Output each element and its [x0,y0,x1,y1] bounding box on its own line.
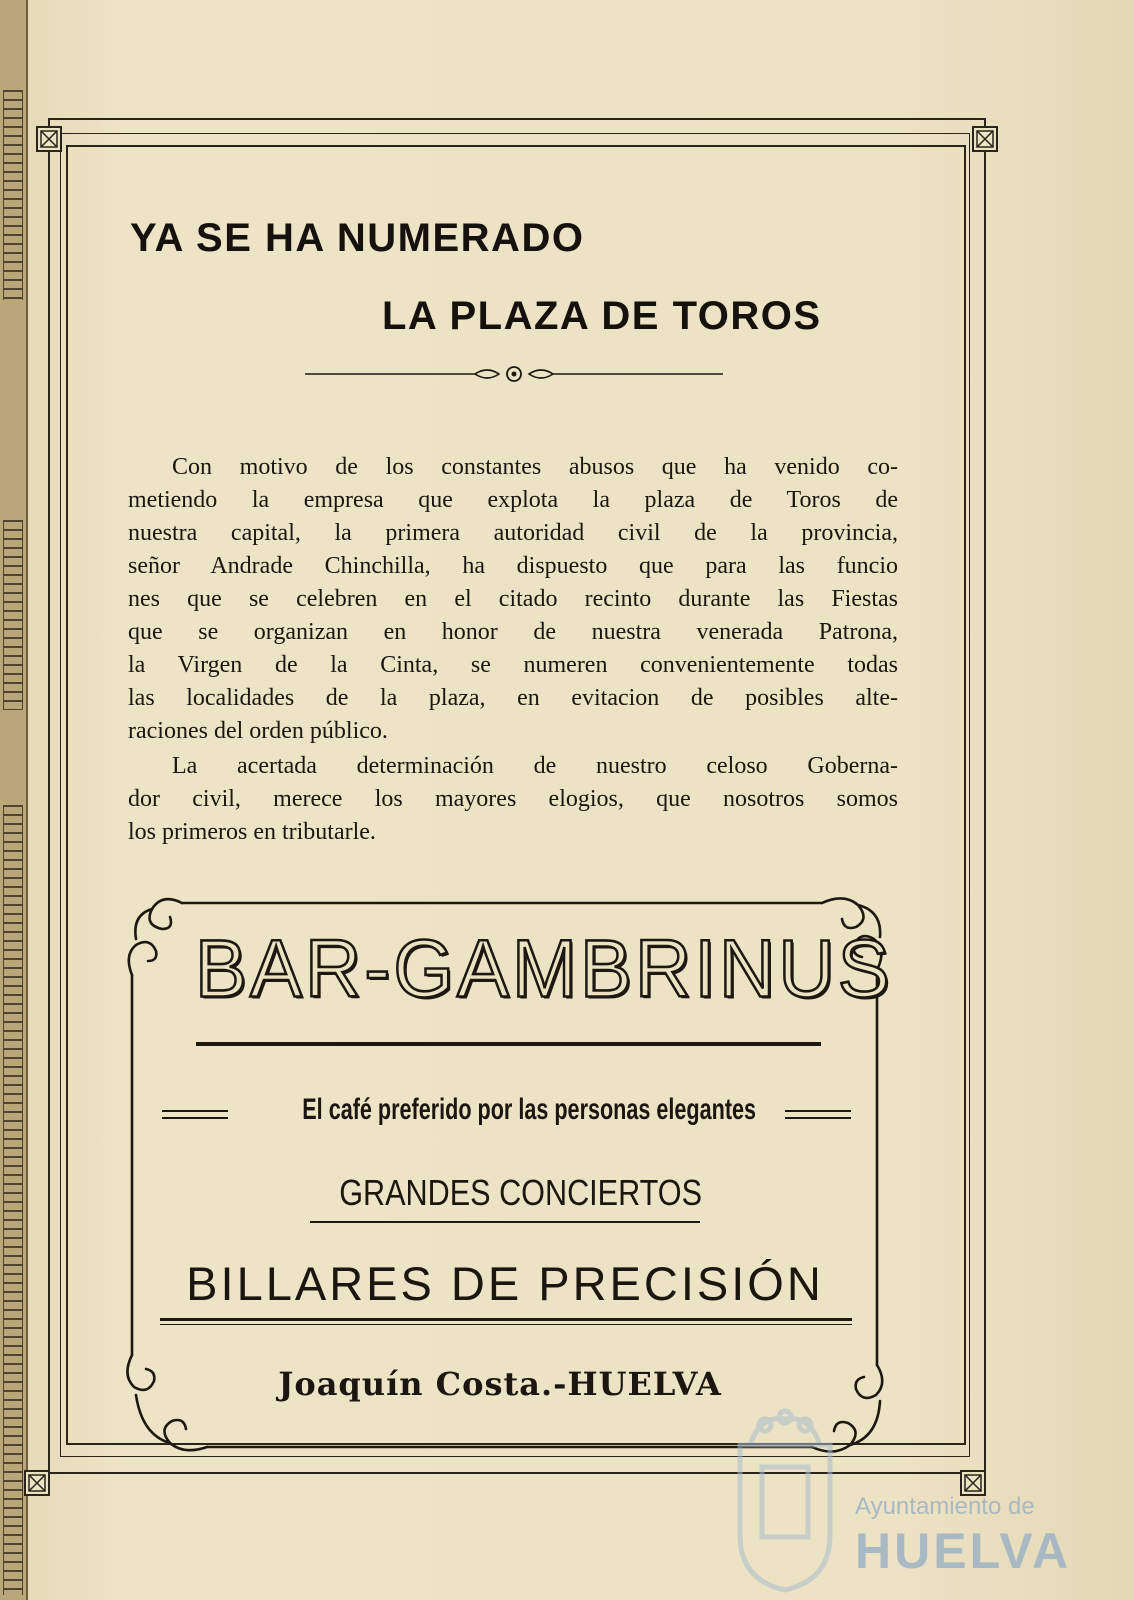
binding-ornament-bottom [3,805,23,1595]
article-line: señor Andrade Chinchilla, ha dispuesto que para las funcio [128,553,898,579]
slogan-rule-left [162,1117,228,1119]
article-line: La acertada determinación de nuestro celoso Goberna- [172,753,898,779]
title-rule [196,1042,821,1046]
slogan-rule-left [162,1110,228,1112]
article-line: la Virgen de la Cinta, se numeren convenientemente todas [128,652,898,678]
article-line: Con motivo de los constantes abusos que ha venido co- [172,454,898,480]
headline-line-1: YA SE HA NUMERADO [130,216,585,260]
billiards-rule [160,1318,852,1321]
concerts-rule [310,1221,700,1223]
advertisement-billiards: BILLARES DE PRECISIÓN [186,1257,824,1310]
corner-ornament-top-left [36,126,62,152]
article-line: raciones del orden público. [128,718,388,744]
article-line: los primeros en tributarle. [128,819,376,845]
corner-ornament-bottom-left [24,1470,50,1496]
advertisement-slogan: El café preferido por las personas elegantes [302,1093,757,1126]
watermark-line-1: Ayuntamiento de [855,1493,1035,1520]
article-line: metiendo la empresa que explota la plaza de Toros de [128,487,898,513]
headline-line-2: LA PLAZA DE TOROS [382,294,822,338]
binding-ornament-middle [3,520,23,710]
article-line: que se organizan en honor de nuestra venerada Patrona, [128,619,898,645]
slogan-rule-right [785,1110,851,1112]
advertisement-title: BAR-GAMBRINUS [195,921,893,1015]
article-line: nes que se celebren en el citado recinto durante las Fiestas [128,586,898,612]
article-line: nuestra capital, la primera autoridad civil de la provincia, [128,520,898,546]
binding-ornament-top [3,90,23,300]
page-binding [0,0,28,1600]
divider-ornament [305,364,723,384]
article-line: las localidades de la plaza, en evitacion de posibles alte- [128,685,898,711]
slogan-rule-right [785,1117,851,1119]
billiards-rule-thin [160,1324,852,1325]
corner-ornament-top-right [972,126,998,152]
watermark-line-2: HUELVA [855,1523,1072,1579]
advertisement-address: Joaquín Costa.-HUELVA [278,1365,722,1403]
article-line: dor civil, merece los mayores elogios, que nosotros somos [128,786,898,812]
advertisement-concerts: GRANDES CONCIERTOS [339,1172,702,1213]
